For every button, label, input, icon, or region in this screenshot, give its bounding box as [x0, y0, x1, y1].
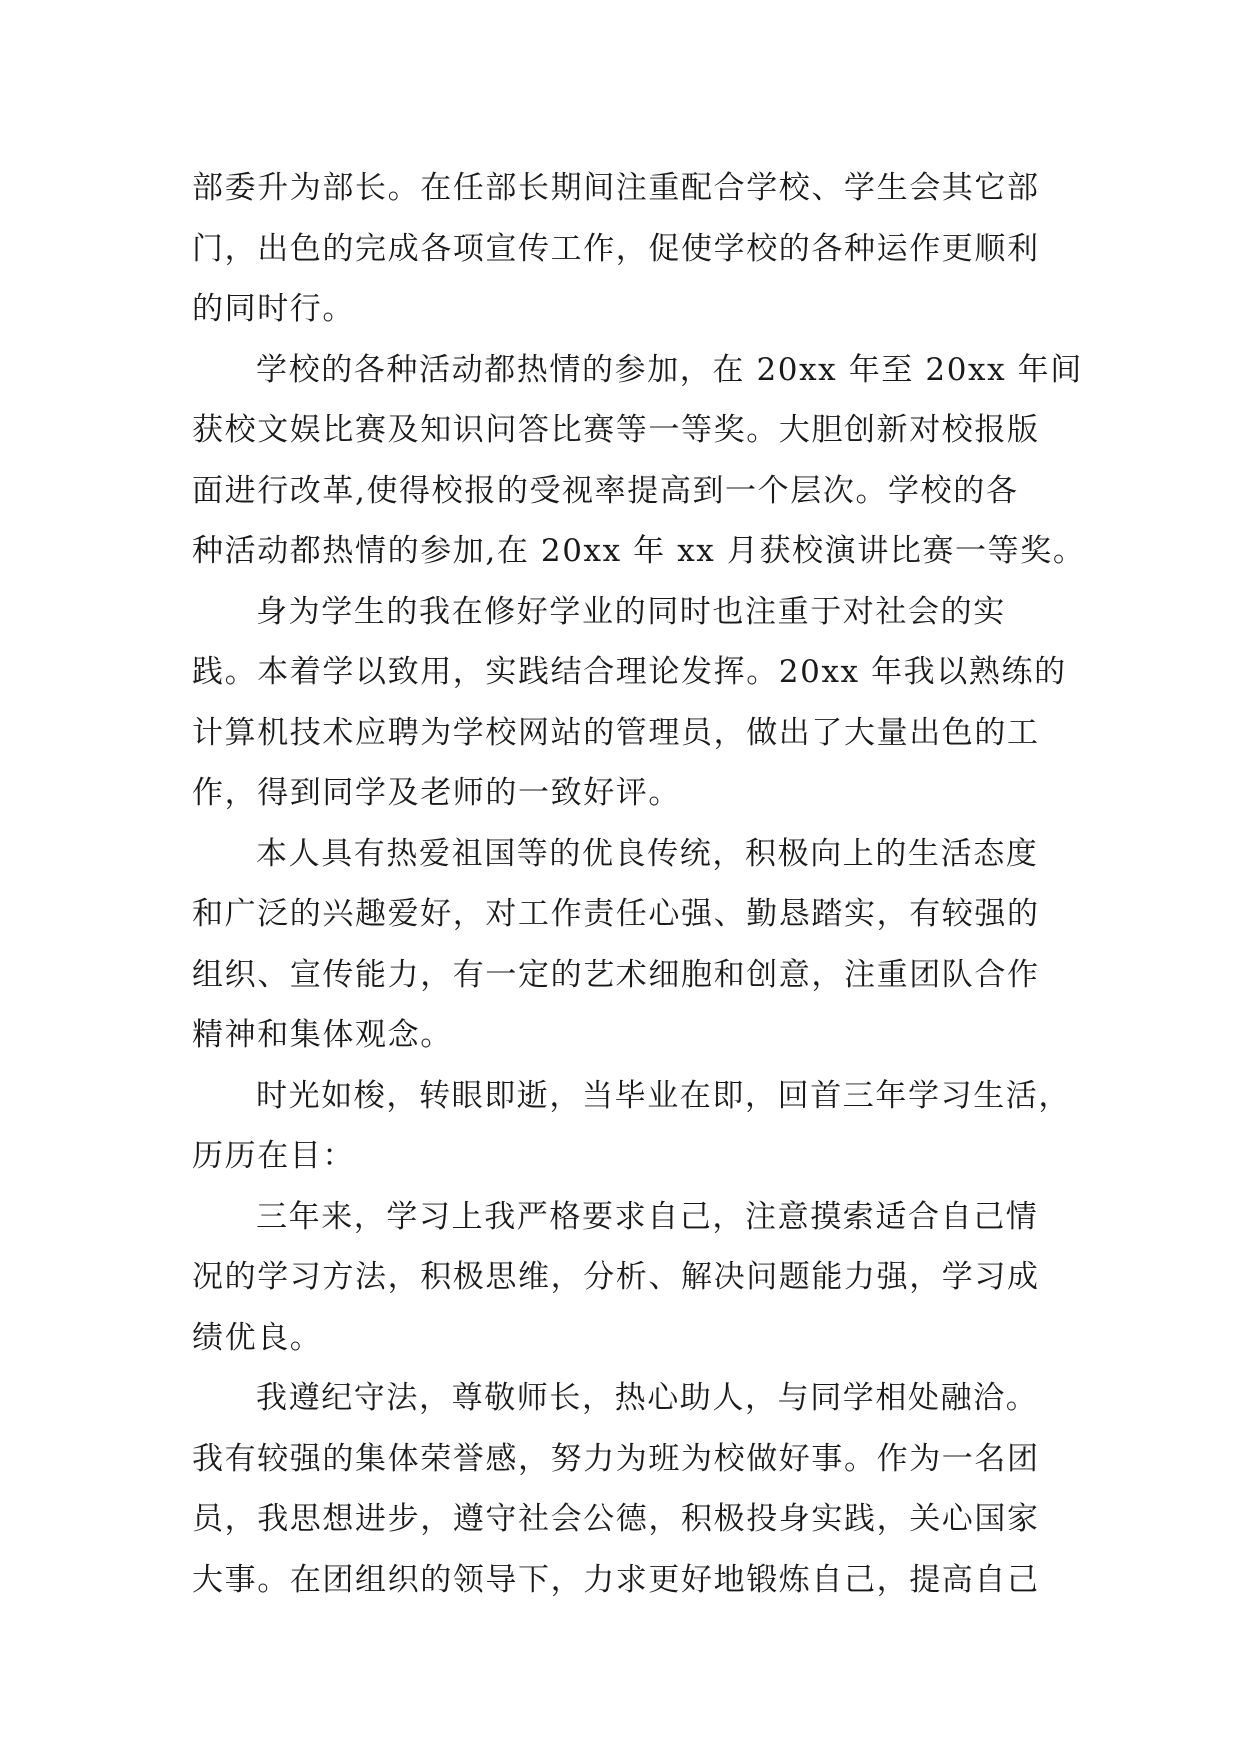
text-line: 面进行改革,使得校报的受视率提高到一个层次。学校的各 — [192, 472, 1019, 509]
text-line: 部委升为部长。在任部长期间注重配合学校、学生会其它部 — [192, 170, 1040, 206]
text-line: 践。本着学以致用，实践结合理论发挥。20xx 年我以熟练的 — [192, 654, 1067, 690]
text-line: 组织、宣传能力，有一定的艺术细胞和创意，注重团队合作 — [192, 956, 1040, 993]
text-line: 员，我思想进步，遵守社会公德，积极投身实践，关心国家 — [192, 1501, 1040, 1537]
text-line: 大事。在团组织的领导下，力求更好地锻炼自己，提高自己 — [192, 1561, 1040, 1598]
text-line: 绩优良。 — [192, 1319, 323, 1356]
paragraph-start-line: 身为学生的我在修好学业的同时也注重于对社会的实 — [256, 593, 1006, 630]
text-line: 我有较强的集体荣誉感，努力为班为校做好事。作为一名团 — [192, 1440, 1040, 1477]
paragraph-start-line: 三年来，学习上我严格要求自己，注意摸索适合自己情 — [256, 1198, 1039, 1235]
paragraph-start-line: 时光如梭，转眼即逝，当毕业在即，回首三年学习生活， — [256, 1077, 1071, 1114]
text-line: 的同时行。 — [192, 291, 355, 327]
text-line: 种活动都热情的参加,在 20xx 年 xx 月获校演讲比赛一等奖。 — [192, 533, 1086, 569]
paragraph-start-line: 我遵纪守法，尊敬师长，热心助人，与同学相处融洽。 — [256, 1380, 1039, 1416]
text-line: 精神和集体观念。 — [192, 1017, 453, 1053]
text-line: 历历在目： — [192, 1138, 355, 1174]
text-line: 计算机技术应聘为学校网站的管理员，做出了大量出色的工 — [192, 714, 1040, 751]
text-line: 门，出色的完成各项宣传工作，促使学校的各种运作更顺利 — [192, 230, 1040, 267]
paragraph-start-line: 学校的各种活动都热情的参加，在 20xx 年至 20xx 年间 — [256, 351, 1083, 388]
text-line: 获校文娱比赛及知识问答比赛等一等奖。大胆创新对校报版 — [192, 412, 1040, 448]
text-line: 和广泛的兴趣爱好，对工作责任心强、勤恳踏实，有较强的 — [192, 896, 1040, 932]
document-body — [192, 158, 1086, 1610]
text-line: 况的学习方法，积极思维，分析、解决问题能力强，学习成 — [192, 1259, 1040, 1295]
text-line: 作，得到同学及老师的一致好评。 — [192, 775, 681, 811]
paragraph-start-line: 本人具有热爱祖国等的优良传统，积极向上的生活态度 — [256, 835, 1039, 872]
